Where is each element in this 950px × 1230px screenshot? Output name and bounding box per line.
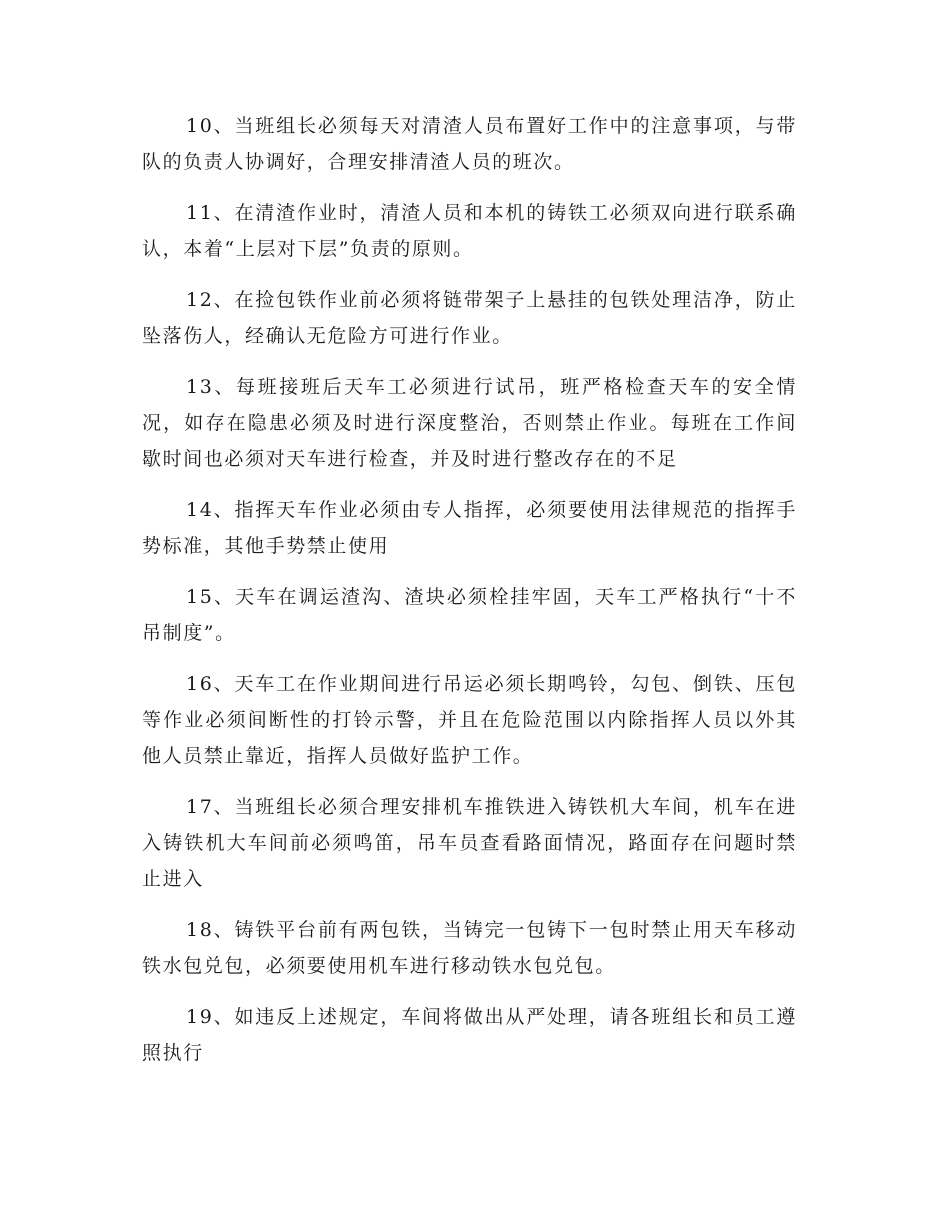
paragraph-16: 16、天车工在作业期间进行吊运必须长期鸣铃，勾包、倒铁、压包等作业必须间断性的打铃示警，并且在危险范围以内除指挥人员以外其他人员禁止靠近，指挥人员做好监护工作。 [142, 673, 797, 767]
paragraph-17: 17、当班组长必须合理安排机车推铁进入铸铁机大车间，机车在进入铸铁机大车间前必须鸣笛，吊车员查看路面情况，路面存在问题时禁止进入 [142, 796, 797, 890]
paragraph-10: 10、当班组长必须每天对清渣人员布置好工作中的注意事项，与带队的负责人协调好，合理安排清渣人员的班次。 [142, 115, 797, 173]
paragraph-11: 11、在清渣作业时，清渣人员和本机的铸铁工必须双向进行联系确认，本着“上层对下层”负责的原则。 [142, 202, 797, 260]
paragraph-14: 14、指挥天车作业必须由专人指挥，必须要使用法律规范的指挥手势标准，其他手势禁止使用 [142, 499, 797, 557]
paragraph-15: 15、天车在调运渣沟、渣块必须栓挂牢固，天车工严格执行“十不吊制度”。 [142, 586, 797, 644]
paragraph-13: 13、每班接班后天车工必须进行试吊，班严格检查天车的安全情况，如存在隐患必须及时进行深度整治，否则禁止作业。每班在工作间歇时间也必须对天车进行检查，并及时进行整改存在的不足 [142, 376, 797, 470]
document-body [142, 108, 797, 1086]
paragraph-18: 18、铸铁平台前有两包铁，当铸完一包铸下一包时禁止用天车移动铁水包兑包，必须要使用机车进行移动铁水包兑包。 [142, 919, 797, 977]
paragraph-19: 19、如违反上述规定，车间将做出从严处理，请各班组长和员工遵照执行 [142, 1006, 797, 1064]
paragraph-12: 12、在捡包铁作业前必须将链带架子上悬挂的包铁处理洁净，防止坠落伤人，经确认无危险方可进行作业。 [142, 289, 797, 347]
